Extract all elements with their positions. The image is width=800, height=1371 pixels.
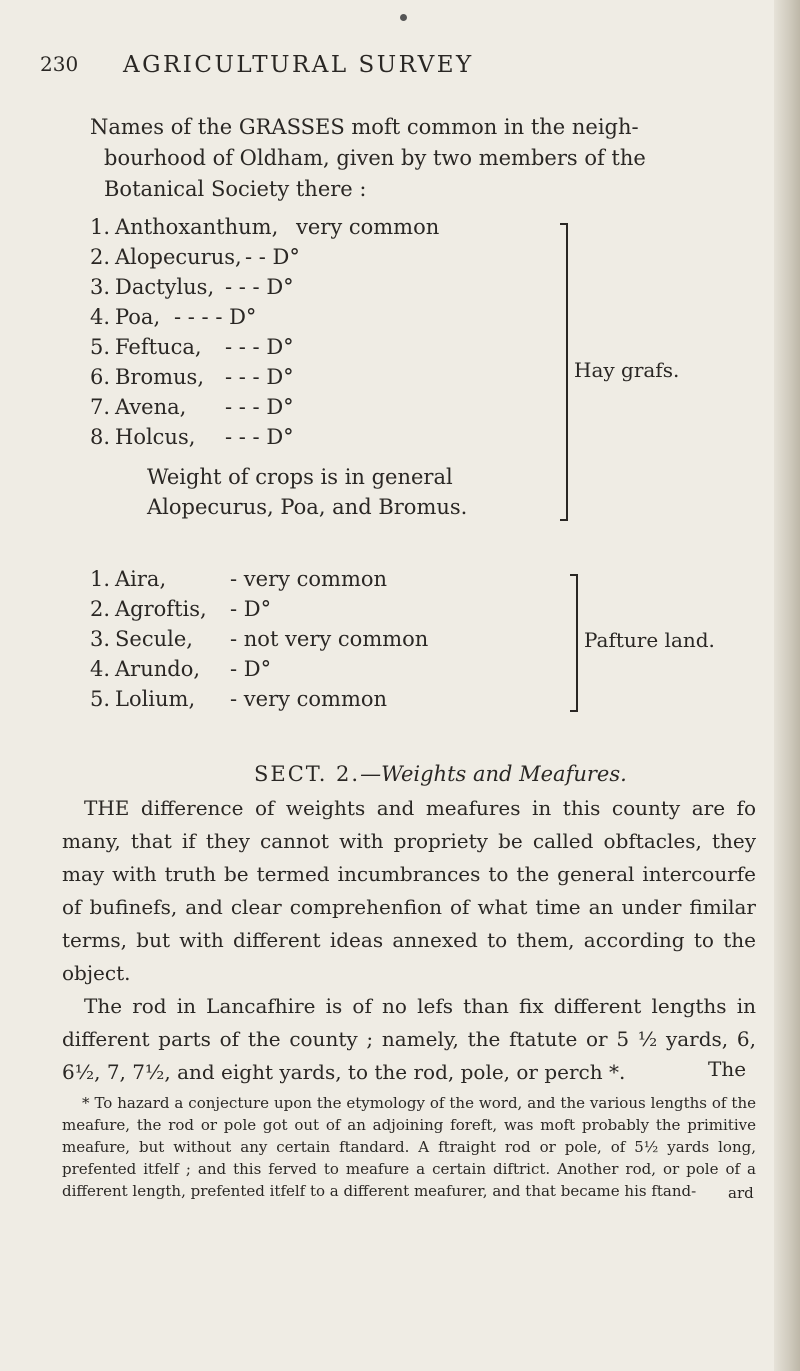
grass-name: Lolium,	[115, 687, 196, 711]
body-text	[62, 792, 756, 1089]
item-number: 2.	[90, 245, 111, 269]
hay-bracket	[560, 223, 568, 521]
grass-name: Agroftis,	[115, 597, 207, 621]
paragraph: THE difference of weights and meafures in this county are fo many, that if they cannot with propriety be called obftacles, they may with truth be termed incumbrances to the general intercourfe of bufinefs, and clear comprehenfion of what time an under fimilar terms, but with different ideas annexed to them, according to the object.	[62, 796, 756, 985]
intro-line: Botanical Society there :	[104, 177, 367, 201]
footnote-catchword: ard	[728, 1184, 754, 1202]
item-number: 5.	[90, 687, 111, 711]
grass-frequency: - - - D°	[225, 335, 294, 359]
grass-name: Secule,	[115, 627, 193, 651]
grass-name: Feftuca,	[115, 335, 202, 359]
grass-frequency: - D°	[230, 597, 272, 621]
grass-name: Anthoxanthum,	[115, 215, 279, 239]
footnote	[62, 1092, 756, 1202]
catchword: The	[708, 1057, 747, 1081]
page-number: 230	[40, 52, 79, 76]
grass-name: Avena,	[115, 395, 187, 419]
section-heading	[254, 762, 627, 786]
item-number: 1.	[90, 215, 111, 239]
grass-frequency: - - - - D°	[174, 305, 257, 329]
intro-line: bourhood of Oldham, given by two members of the	[104, 146, 646, 170]
pasture-bracket-label: Pafture land.	[584, 628, 715, 652]
item-number: 7.	[90, 395, 111, 419]
grass-frequency: - very common	[230, 687, 388, 711]
grass-frequency: - D°	[230, 657, 272, 681]
pasture-bracket	[570, 574, 578, 712]
page-header	[40, 52, 760, 86]
intro-line: Names of the GRASSES moft common in the neigh-	[90, 115, 639, 139]
grass-name: Dactylus,	[115, 275, 215, 299]
hay-bracket-label: Hay grafs.	[574, 358, 680, 382]
grass-name: Aira,	[115, 567, 167, 591]
grass-frequency: - - D°	[245, 245, 300, 269]
item-number: 8.	[90, 425, 111, 449]
paragraph: The rod in Lancafhire is of no lefs than fix different lengths in different parts of the county ; namely, the ftatute or 5 ½ yards, 6, 6½, 7, 7½, and eight yards, to the rod, pole, or perch *.	[62, 994, 756, 1084]
grass-frequency: - - - D°	[225, 365, 294, 389]
grass-name: Alopecurus,	[115, 245, 242, 269]
grass-frequency: - very common	[230, 567, 388, 591]
grass-frequency: - - - D°	[225, 425, 294, 449]
page-edge	[774, 0, 800, 1371]
weight-note: Weight of crops is in general	[147, 465, 453, 489]
ink-dot	[400, 14, 407, 21]
grass-name: Poa,	[115, 305, 161, 329]
item-number: 3.	[90, 275, 111, 299]
grass-frequency: - not very common	[230, 627, 429, 651]
item-number: 4.	[90, 305, 111, 329]
footnote-text: * To hazard a conjecture upon the etymology of the word, and the various lengths of the meafure, the rod or pole got out of an adjoining foreft, was moft probably the primitive meafure, but without any certain ftandard. A ftraight rod or pole, of 5½ yards long, prefented itfelf ; and this ferved to meafure a certain diftrict. Another rod, or pole of a different length, prefented itfelf to a different meafurer, and that became his ftand-	[62, 1094, 756, 1200]
item-number: 4.	[90, 657, 111, 681]
item-number: 5.	[90, 335, 111, 359]
grass-name: Holcus,	[115, 425, 196, 449]
item-number: 2.	[90, 597, 111, 621]
grass-frequency: - - - D°	[225, 395, 294, 419]
grass-name: Bromus,	[115, 365, 205, 389]
section-title: —Weights and Meafures.	[360, 762, 627, 786]
item-number: 6.	[90, 365, 111, 389]
grass-frequency: - - - D°	[225, 275, 294, 299]
running-title: AGRICULTURAL SURVEY	[123, 52, 474, 78]
grass-name: Arundo,	[115, 657, 201, 681]
item-number: 1.	[90, 567, 111, 591]
item-number: 3.	[90, 627, 111, 651]
weight-note: Alopecurus, Poa, and Bromus.	[147, 495, 468, 519]
grass-frequency: very common	[296, 215, 440, 239]
intro-paragraph	[90, 112, 710, 205]
section-label: SECT. 2.	[254, 762, 361, 786]
